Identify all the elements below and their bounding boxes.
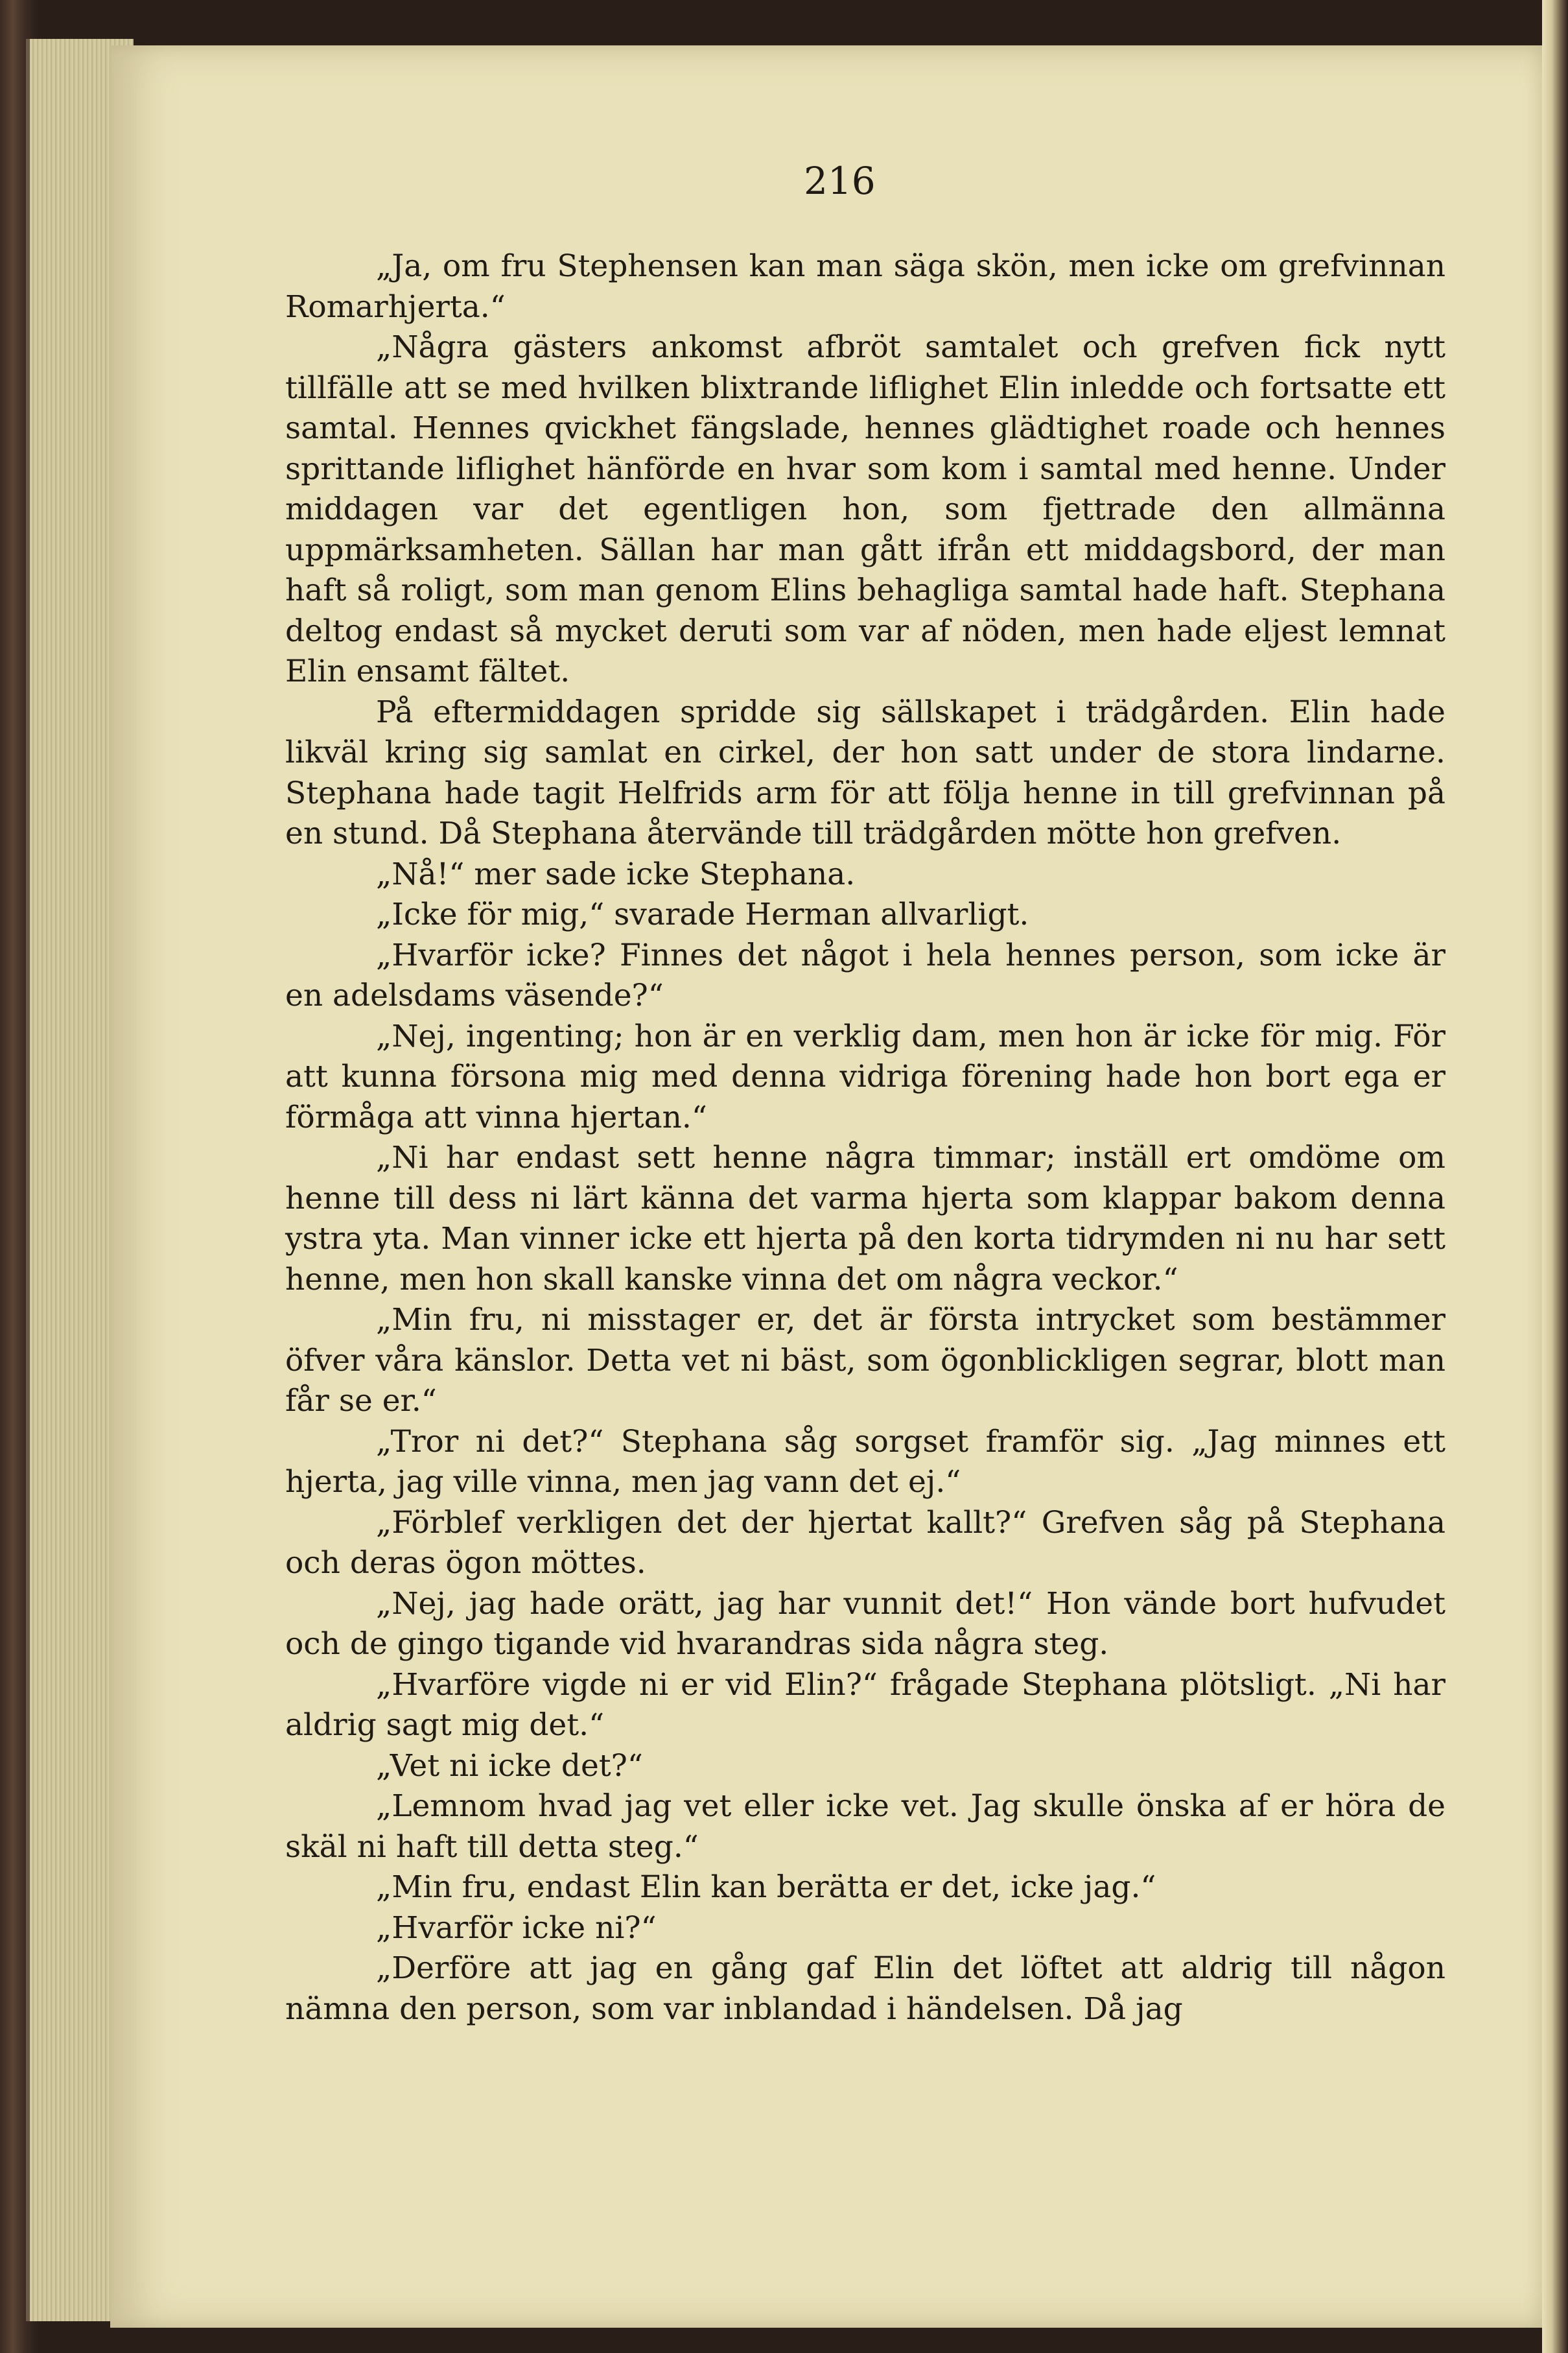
paragraph: „Lemnom hvad jag vet eller icke vet. Jag skulle önska af er höra de skäl ni haft till detta steg.“	[285, 1788, 1445, 1865]
paragraph: „Nej, ingenting; hon är en verklig dam, men hon är icke för mig. För att kunna försona mig med denna vidriga förening hade hon bort ega er förmåga att vinna hjertan.“	[285, 1018, 1445, 1135]
paragraph: „Ni har endast sett henne några timmar; inställ ert omdöme om henne till dess ni lärt känna det varma hjerta som klappar bakom denna ystra yta. Man vinner icke ett hjerta på den korta tidrymden ni nu har sett henne, men hon skall kanske vinna det om några veckor.“	[285, 1140, 1445, 1297]
paragraph: „Hvarför icke? Finnes det något i hela hennes person, som icke är en adelsdams väsende?“	[285, 937, 1445, 1013]
paragraph: „Några gästers ankomst afbröt samtalet och grefven fick nytt tillfälle att se med hvilken blixtrande liflighet Elin inledde och fortsatte ett samtal. Hennes qvickhet fängslade, hennes glädtighet roade och hennes sprittande liflighet hänförde en hvar som kom i samtal med henne. Under middagen var det egentligen hon, som fjettrade den allmänna uppmärksamheten. Sällan har man gått ifrån ett middagsbord, der man haft så roligt, som man genom Elins behagliga samtal hade haft. Stephana deltog endast så mycket deruti som var af nöden, men hade eljest lemnat Elin ensamt fältet.	[285, 329, 1445, 689]
paragraph: „Nå!“ mer sade icke Stephana.	[376, 856, 856, 892]
paragraph: „Icke för mig,“ svarade Herman allvarligt.	[376, 897, 1029, 932]
paragraph: „Förblef verkligen det der hjertat kallt?“ Grefven såg på Stephana och deras ögon möttes.	[285, 1504, 1445, 1581]
paragraph: „Ja, om fru Stephensen kan man säga skön, men icke om grefvinnan Romarhjerta.“	[285, 248, 1445, 325]
paragraph: På eftermiddagen spridde sig sällskapet i trädgården. Elin hade likväl kring sig samlat en cirkel, der hon satt under de stora lindarne. Stephana hade tagit Helfrids arm för att följa henne in till grefvinnan på en stund. Då Stephana återvände till trädgården mötte hon grefven.	[285, 694, 1445, 851]
paragraph: „Nej, jag hade orätt, jag har vunnit det!“ Hon vände bort hufvudet och de gingo tigande vid hvarandras sida några steg.	[285, 1585, 1445, 1662]
binding-edge	[1542, 0, 1568, 2353]
paragraph: „Min fru, ni misstager er, det är första intrycket som bestämmer öfver våra känslor. Detta vet ni bäst, som ögonblickligen segrar, blott man får se er.“	[285, 1302, 1445, 1419]
page-number: 216	[804, 159, 876, 203]
paragraph: „Vet ni icke det?“	[376, 1747, 643, 1784]
paragraph: „Derföre att jag en gång gaf Elin det löftet att aldrig till någon nämna den person, som var inblandad i händelsen. Då jag	[285, 1950, 1445, 2027]
paragraph: „Hvarföre vigde ni er vid Elin?“ frågade Stephana plötsligt. „Ni har aldrig sagt mig det.“	[285, 1666, 1445, 1743]
paragraph: „Tror ni det?“ Stephana såg sorgset framför sig. „Jag minnes ett hjerta, jag ville vinna, men jag vann det ej.“	[285, 1423, 1445, 1500]
body-text	[285, 246, 1445, 2029]
paragraph: „Min fru, endast Elin kan berätta er det, icke jag.“	[376, 1869, 1156, 1905]
paragraph: „Hvarför icke ni?“	[376, 1910, 657, 1946]
